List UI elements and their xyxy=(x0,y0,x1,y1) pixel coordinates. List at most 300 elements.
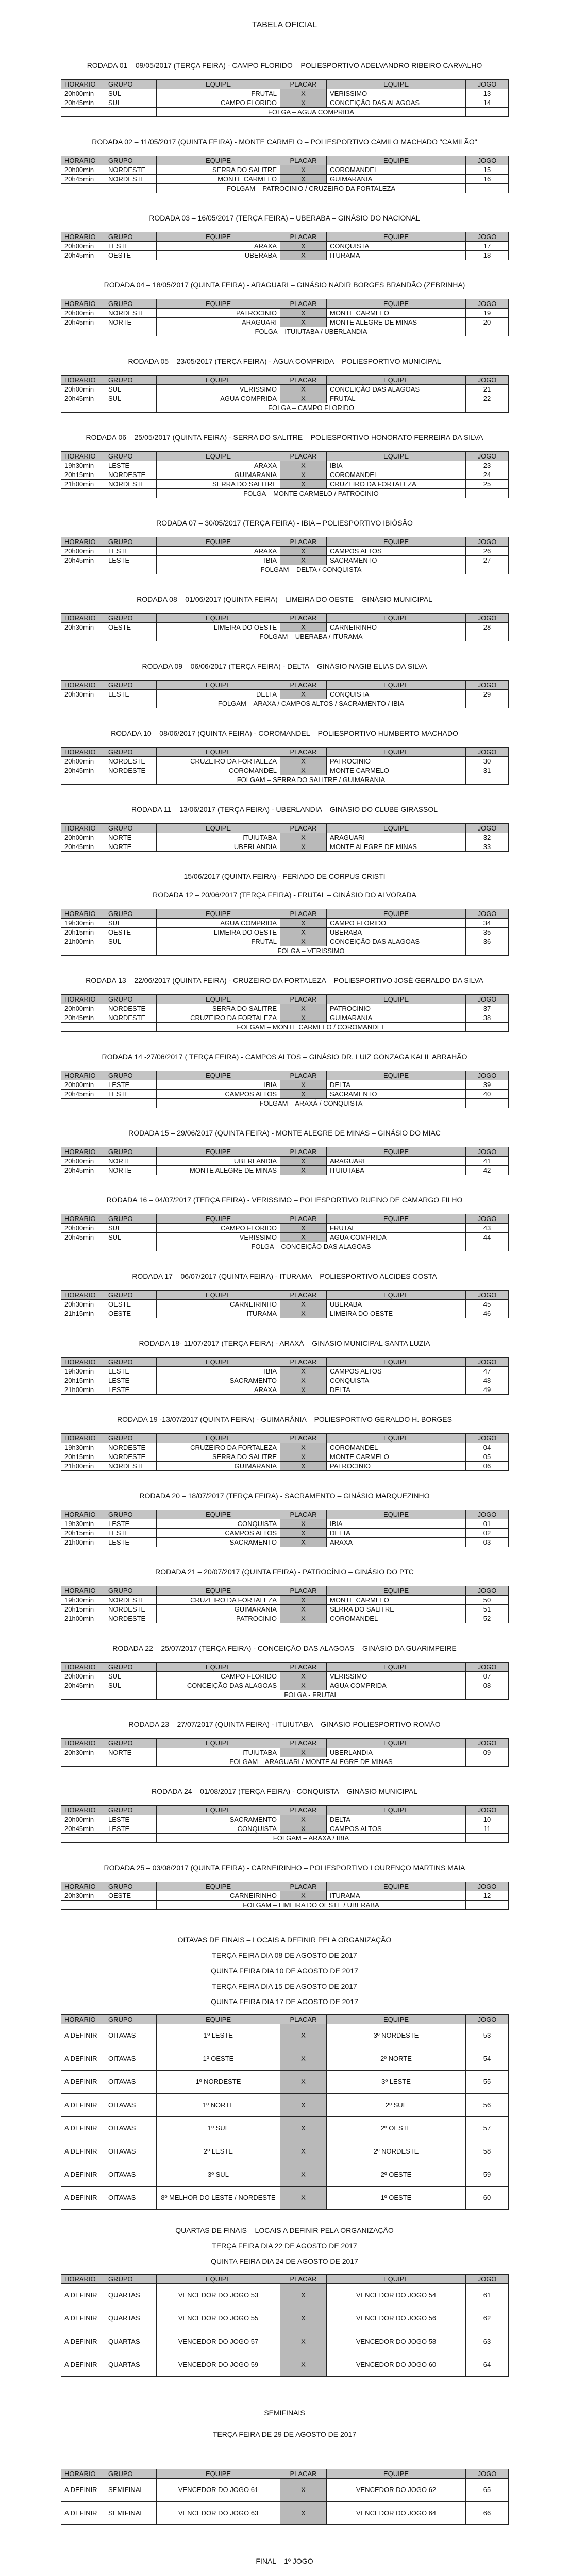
match-group: QUARTAS xyxy=(105,2353,157,2377)
match-group: SEMIFINAL xyxy=(105,2479,157,2502)
column-header: EQUIPE xyxy=(157,2015,280,2024)
folga-text: FOLGAM – MONTE CARMELO / COROMANDEL xyxy=(157,1023,466,1032)
home-team: CONCEIÇÃO DAS ALAGOAS xyxy=(157,1681,280,1690)
match-number: 60 xyxy=(466,2187,509,2210)
home-team: ARAXA xyxy=(157,461,280,470)
away-team: GUIMARANIA xyxy=(327,175,466,184)
column-header: GRUPO xyxy=(105,909,157,919)
match-time: 19h30min xyxy=(61,1443,105,1452)
match-number: 39 xyxy=(466,1080,509,1090)
home-team: VERISSIMO xyxy=(157,385,280,394)
home-team: CAMPO FLORIDO xyxy=(157,1224,280,1233)
match-number: 48 xyxy=(466,1376,509,1385)
score-cell: X xyxy=(280,1672,327,1681)
round-title: RODADA 11 – 13/06/2017 (TERÇA FEIRA) - UBERLANDIA – GINÁSIO DO CLUBE GIRASSOL xyxy=(131,805,438,814)
home-team: MONTE CARMELO xyxy=(157,175,280,184)
match-group: LESTE xyxy=(105,1519,157,1529)
match-number: 22 xyxy=(466,394,509,403)
round-title: RODADA 09 – 06/06/2017 (TERÇA FEIRA) - DELTA – GINÁSIO NAGIB ELIAS DA SILVA xyxy=(142,662,427,670)
away-team: SACRAMENTO xyxy=(327,1090,466,1099)
home-team: VERISSIMO xyxy=(157,1233,280,1242)
round-title: RODADA 16 – 04/07/2017 (TERÇA FEIRA) - VERISSIMO – POLIESPORTIVO RUFINO DE CAMARGO FILHO xyxy=(106,1196,463,1204)
match-number: 21 xyxy=(466,385,509,394)
table-row xyxy=(61,1605,509,1614)
blank-cell xyxy=(61,1099,157,1108)
away-team: VERISSIMO xyxy=(327,89,466,98)
table-header-row xyxy=(61,2275,509,2284)
match-group: SUL xyxy=(105,1681,157,1690)
match-number: 30 xyxy=(466,757,509,766)
match-number: 42 xyxy=(466,1166,509,1175)
column-header: GRUPO xyxy=(105,1739,157,1748)
home-team: ARAXA xyxy=(157,1385,280,1395)
column-header: EQUIPE xyxy=(327,537,466,547)
match-group: LESTE xyxy=(105,1385,157,1395)
folga-text: FOLGAM – ARAXA / CAMPOS ALTOS / SACRAMENTO / IBIA xyxy=(157,699,466,708)
match-time: A DEFINIR xyxy=(61,2071,105,2094)
column-header: JOGO xyxy=(466,1806,509,1815)
match-time: A DEFINIR xyxy=(61,2479,105,2502)
column-header: EQUIPE xyxy=(327,1510,466,1519)
match-time: 19h30min xyxy=(61,1596,105,1605)
table-row xyxy=(61,1614,509,1623)
column-header: GRUPO xyxy=(105,1358,157,1367)
away-team: 2º OESTE xyxy=(327,2163,466,2187)
match-group: SUL xyxy=(105,919,157,928)
column-header: HORARIO xyxy=(61,299,105,309)
folga-text: FOLGA – CAMPO FLORIDO xyxy=(157,403,466,413)
column-header: JOGO xyxy=(466,2469,509,2479)
table-row xyxy=(61,2353,509,2377)
table-row xyxy=(61,2024,509,2047)
blank-cell xyxy=(61,108,157,117)
match-number: 07 xyxy=(466,1672,509,1681)
folga-text: FOLGA – ITUIUTABA / UBERLANDIA xyxy=(157,327,466,336)
match-time: 20h00min xyxy=(61,547,105,556)
column-header: EQUIPE xyxy=(157,995,280,1004)
match-time: 20h45min xyxy=(61,556,105,565)
away-team: COROMANDEL xyxy=(327,470,466,480)
away-team: COROMANDEL xyxy=(327,165,466,175)
folga-row xyxy=(61,946,509,956)
column-header: JOGO xyxy=(466,1214,509,1224)
match-number: 58 xyxy=(466,2140,509,2163)
match-number: 27 xyxy=(466,556,509,565)
round-table xyxy=(61,1290,509,1318)
away-team: ITURAMA xyxy=(327,1891,466,1901)
away-team: AGUA COMPRIDA xyxy=(327,1681,466,1690)
document-title: TABELA OFICIAL xyxy=(252,21,317,29)
round-title: RODADA 14 -27/06/2017 ( TERÇA FEIRA) - CAMPOS ALTOS – GINÁSIO DR. LUIZ GONZAGA KALIL ABRAHÃO xyxy=(102,1053,467,1061)
match-number: 64 xyxy=(466,2353,509,2377)
blank-cell xyxy=(466,1242,509,1251)
table-row xyxy=(61,1519,509,1529)
score-cell: X xyxy=(280,394,327,403)
match-group: OESTE xyxy=(105,1891,157,1901)
away-team: VERISSIMO xyxy=(327,1672,466,1681)
home-team: CARNEIRINHO xyxy=(157,1891,280,1901)
column-header: PLACAR xyxy=(280,748,327,757)
match-time: 21h00min xyxy=(61,1385,105,1395)
score-cell: X xyxy=(280,1004,327,1013)
column-header: EQUIPE xyxy=(157,2275,280,2284)
column-header: JOGO xyxy=(466,1586,509,1596)
score-cell: X xyxy=(280,318,327,327)
table-header-row xyxy=(61,1358,509,1367)
away-team: MONTE ALEGRE DE MINAS xyxy=(327,318,466,327)
match-time: 20h00min xyxy=(61,309,105,318)
match-time: A DEFINIR xyxy=(61,2094,105,2117)
column-header: EQUIPE xyxy=(157,1882,280,1891)
match-number: 04 xyxy=(466,1443,509,1452)
home-team: GUIMARANIA xyxy=(157,1605,280,1614)
score-cell: X xyxy=(280,1462,327,1471)
table-header-row xyxy=(61,1214,509,1224)
blank-cell xyxy=(61,403,157,413)
round-title: RODADA 12 – 20/06/2017 (TERÇA FEIRA) - FRUTAL – GINÁSIO DO ALVORADA xyxy=(153,891,416,899)
score-cell: X xyxy=(280,2187,327,2210)
home-team: VENCEDOR DO JOGO 61 xyxy=(157,2479,280,2502)
home-team: 8º MELHOR DO LESTE / NORDESTE xyxy=(157,2187,280,2210)
score-cell: X xyxy=(280,757,327,766)
home-team: UBERLANDIA xyxy=(157,842,280,852)
match-number: 24 xyxy=(466,470,509,480)
match-group: OITAVAS xyxy=(105,2071,157,2094)
away-team: MONTE ALEGRE DE MINAS xyxy=(327,842,466,852)
folga-text: FOLGA – AGUA COMPRIDA xyxy=(157,108,466,117)
away-team: PATROCINIO xyxy=(327,1462,466,1471)
round-table xyxy=(61,1357,509,1395)
table-row xyxy=(61,470,509,480)
home-team: PATROCINIO xyxy=(157,309,280,318)
table-row xyxy=(61,1443,509,1452)
column-header: EQUIPE xyxy=(327,1434,466,1443)
column-header: PLACAR xyxy=(280,1434,327,1443)
table-row xyxy=(61,318,509,327)
score-cell: X xyxy=(280,480,327,489)
column-header: GRUPO xyxy=(105,2015,157,2024)
round-title: RODADA 01 – 09/05/2017 (TERÇA FEIRA) - CAMPO FLORIDO – POLIESPORTIVO ADELVANDRO RIBEIRO CARVALHO xyxy=(87,61,482,70)
blank-cell xyxy=(61,1242,157,1251)
score-cell: X xyxy=(280,1376,327,1385)
match-number: 19 xyxy=(466,309,509,318)
column-header: PLACAR xyxy=(280,232,327,242)
blank-cell xyxy=(61,1023,157,1032)
table-header-row xyxy=(61,156,509,165)
folga-row xyxy=(61,108,509,117)
round-title: RODADA 15 – 29/06/2017 (QUINTA FEIRA) - MONTE ALEGRE DE MINAS – GINÁSIO DO MIAC xyxy=(128,1129,441,1137)
column-header: EQUIPE xyxy=(327,748,466,757)
score-cell: X xyxy=(280,1013,327,1023)
match-time: 20h30min xyxy=(61,623,105,632)
score-cell: X xyxy=(280,1166,327,1175)
round-table xyxy=(61,613,509,641)
away-team: CAMPOS ALTOS xyxy=(327,1824,466,1834)
score-cell: X xyxy=(280,2284,327,2307)
away-team: CONCEIÇÃO DAS ALAGOAS xyxy=(327,937,466,946)
blank-cell xyxy=(61,1834,157,1843)
round-title: RODADA 23 – 27/07/2017 (QUINTA FEIRA) - ITUIUTABA – GINÁSIO POLIESPORTIVO ROMÃO xyxy=(128,1720,441,1728)
table-header-row xyxy=(61,452,509,461)
column-header: JOGO xyxy=(466,1882,509,1891)
score-cell: X xyxy=(280,1300,327,1309)
away-team: CONQUISTA xyxy=(327,1376,466,1385)
column-header: PLACAR xyxy=(280,1739,327,1748)
match-time: 20h45min xyxy=(61,98,105,108)
table-row xyxy=(61,623,509,632)
round-title: RODADA 04 – 18/05/2017 (QUINTA FEIRA) - ARAGUARI – GINÁSIO NADIR BORGES BRANDÃO (ZEBRINHA) xyxy=(104,281,465,289)
score-cell: X xyxy=(280,1815,327,1824)
column-header: PLACAR xyxy=(280,452,327,461)
folga-row xyxy=(61,1242,509,1251)
home-team: AGUA COMPRIDA xyxy=(157,919,280,928)
home-team: VENCEDOR DO JOGO 55 xyxy=(157,2307,280,2330)
round-title: RODADA 08 – 01/06/2017 (QUINTA FEIRA) – LIMEIRA DO OESTE – GINÁSIO MUNICIPAL xyxy=(137,595,432,603)
match-number: 43 xyxy=(466,1224,509,1233)
column-header: GRUPO xyxy=(105,452,157,461)
round-title: RODADA 25 – 03/08/2017 (QUINTA FEIRA) - CARNEIRINHO – POLIESPORTIVO LOURENÇO MARTINS MAIA xyxy=(104,1863,465,1872)
match-time: 20h45min xyxy=(61,394,105,403)
match-group: LESTE xyxy=(105,556,157,565)
match-group: NORDESTE xyxy=(105,1004,157,1013)
column-header: EQUIPE xyxy=(327,2275,466,2284)
blank-cell xyxy=(466,1023,509,1032)
match-group: NORDESTE xyxy=(105,480,157,489)
away-team: FRUTAL xyxy=(327,1224,466,1233)
column-header: EQUIPE xyxy=(157,681,280,690)
match-time: A DEFINIR xyxy=(61,2047,105,2071)
table-header-row xyxy=(61,1434,509,1443)
match-time: 20h45min xyxy=(61,318,105,327)
home-team: GUIMARANIA xyxy=(157,1462,280,1471)
match-number: 51 xyxy=(466,1605,509,1614)
away-team: DELTA xyxy=(327,1815,466,1824)
table-row xyxy=(61,1300,509,1309)
match-time: 20h45min xyxy=(61,1013,105,1023)
score-cell: X xyxy=(280,556,327,565)
match-number: 41 xyxy=(466,1157,509,1166)
table-row xyxy=(61,1529,509,1538)
column-header: GRUPO xyxy=(105,1147,157,1157)
column-header: EQUIPE xyxy=(327,1586,466,1596)
table-row xyxy=(61,2284,509,2307)
score-cell: X xyxy=(280,1233,327,1242)
score-cell: X xyxy=(280,1367,327,1376)
column-header: PLACAR xyxy=(280,80,327,89)
home-team: CAMPO FLORIDO xyxy=(157,1672,280,1681)
table-row xyxy=(61,2117,509,2140)
column-header: EQUIPE xyxy=(157,824,280,833)
away-team: CAMPO FLORIDO xyxy=(327,919,466,928)
blank-cell xyxy=(466,1690,509,1700)
table-row xyxy=(61,1224,509,1233)
match-group: NORDESTE xyxy=(105,1452,157,1462)
away-team: VENCEDOR DO JOGO 54 xyxy=(327,2284,466,2307)
column-header: EQUIPE xyxy=(327,1147,466,1157)
table-row xyxy=(61,1891,509,1901)
match-group: SUL xyxy=(105,1224,157,1233)
round-table xyxy=(61,1510,509,1547)
away-team: CAMPOS ALTOS xyxy=(327,1367,466,1376)
column-header: HORARIO xyxy=(61,1434,105,1443)
away-team: MONTE CARMELO xyxy=(327,1452,466,1462)
table-row xyxy=(61,394,509,403)
column-header: GRUPO xyxy=(105,299,157,309)
folga-row xyxy=(61,1834,509,1843)
blank-cell xyxy=(466,699,509,708)
column-header: PLACAR xyxy=(280,2275,327,2284)
table-header-row xyxy=(61,1510,509,1519)
home-team: COROMANDEL xyxy=(157,766,280,775)
match-group: NORTE xyxy=(105,833,157,842)
match-time: 20h15min xyxy=(61,1452,105,1462)
blank-cell xyxy=(466,403,509,413)
table-row xyxy=(61,1157,509,1166)
table-row xyxy=(61,2163,509,2187)
away-team: 2º SUL xyxy=(327,2094,466,2117)
score-cell: X xyxy=(280,928,327,937)
table-row xyxy=(61,2502,509,2525)
home-team: CAMPOS ALTOS xyxy=(157,1529,280,1538)
score-cell: X xyxy=(280,89,327,98)
match-group: OITAVAS xyxy=(105,2117,157,2140)
column-header: JOGO xyxy=(466,748,509,757)
blank-cell xyxy=(466,489,509,498)
folga-row xyxy=(61,403,509,413)
column-header: HORARIO xyxy=(61,1358,105,1367)
table-row xyxy=(61,766,509,775)
match-group: OESTE xyxy=(105,928,157,937)
score-cell: X xyxy=(280,309,327,318)
match-number: 56 xyxy=(466,2094,509,2117)
home-team: CARNEIRINHO xyxy=(157,1300,280,1309)
column-header: EQUIPE xyxy=(157,376,280,385)
home-team: 1º SUL xyxy=(157,2117,280,2140)
score-cell: X xyxy=(280,2502,327,2525)
match-group: NORDESTE xyxy=(105,757,157,766)
column-header: JOGO xyxy=(466,2015,509,2024)
match-number: 06 xyxy=(466,1462,509,1471)
match-time: 20h45min xyxy=(61,1681,105,1690)
column-header: PLACAR xyxy=(280,1510,327,1519)
column-header: PLACAR xyxy=(280,1147,327,1157)
column-header: GRUPO xyxy=(105,1510,157,1519)
column-header: PLACAR xyxy=(280,2469,327,2479)
semifinal-line: TERÇA FEIRA DE 29 DE AGOSTO DE 2017 xyxy=(212,2430,357,2438)
round-title: RODADA 20 – 18/07/2017 (TERÇA FEIRA) - SACRAMENTO – GINÁSIO MARQUEZINHO xyxy=(139,1492,430,1500)
table-header-row xyxy=(61,1739,509,1748)
table-header-row xyxy=(61,376,509,385)
column-header: HORARIO xyxy=(61,1739,105,1748)
column-header: HORARIO xyxy=(61,1510,105,1519)
table-header-row xyxy=(61,1882,509,1891)
match-group: QUARTAS xyxy=(105,2284,157,2307)
column-header: GRUPO xyxy=(105,681,157,690)
folga-row xyxy=(61,489,509,498)
match-time: 21h00min xyxy=(61,937,105,946)
match-group: LESTE xyxy=(105,1376,157,1385)
column-header: EQUIPE xyxy=(157,748,280,757)
match-number: 46 xyxy=(466,1309,509,1318)
score-cell: X xyxy=(280,2117,327,2140)
column-header: JOGO xyxy=(466,1663,509,1672)
match-number: 25 xyxy=(466,480,509,489)
column-header: JOGO xyxy=(466,452,509,461)
folga-row xyxy=(61,1690,509,1700)
score-cell: X xyxy=(280,2047,327,2071)
match-number: 29 xyxy=(466,690,509,699)
table-row xyxy=(61,1452,509,1462)
column-header: JOGO xyxy=(466,156,509,165)
table-row xyxy=(61,1681,509,1690)
table-row xyxy=(61,1815,509,1824)
score-cell: X xyxy=(280,2140,327,2163)
folga-row xyxy=(61,1023,509,1032)
table-header-row xyxy=(61,681,509,690)
match-time: 20h00min xyxy=(61,757,105,766)
match-number: 33 xyxy=(466,842,509,852)
table-row xyxy=(61,547,509,556)
score-cell: X xyxy=(280,242,327,251)
match-group: SUL xyxy=(105,1672,157,1681)
match-time: 20h00min xyxy=(61,385,105,394)
home-team: SACRAMENTO xyxy=(157,1538,280,1547)
column-header: JOGO xyxy=(466,537,509,547)
column-header: GRUPO xyxy=(105,1882,157,1891)
match-time: 21h00min xyxy=(61,1614,105,1623)
match-number: 52 xyxy=(466,1614,509,1623)
match-number: 18 xyxy=(466,251,509,260)
match-number: 55 xyxy=(466,2071,509,2094)
column-header: HORARIO xyxy=(61,376,105,385)
away-team: DELTA xyxy=(327,1385,466,1395)
table-row xyxy=(61,937,509,946)
folga-text: FOLGAM – LIMEIRA DO OESTE / UBERABA xyxy=(157,1901,466,1910)
column-header: JOGO xyxy=(466,1071,509,1080)
away-team: CRUZEIRO DA FORTALEZA xyxy=(327,480,466,489)
match-number: 17 xyxy=(466,242,509,251)
column-header: JOGO xyxy=(466,299,509,309)
column-header: PLACAR xyxy=(280,1358,327,1367)
score-cell: X xyxy=(280,937,327,946)
match-number: 53 xyxy=(466,2024,509,2047)
table-row xyxy=(61,1596,509,1605)
home-team: ITUIUTABA xyxy=(157,833,280,842)
away-team: COROMANDEL xyxy=(327,1614,466,1623)
folga-row xyxy=(61,1901,509,1910)
column-header: PLACAR xyxy=(280,1663,327,1672)
away-team: 1º OESTE xyxy=(327,2187,466,2210)
away-team: 2º OESTE xyxy=(327,2117,466,2140)
column-header: GRUPO xyxy=(105,2469,157,2479)
match-group: LESTE xyxy=(105,1538,157,1547)
column-header: EQUIPE xyxy=(327,1882,466,1891)
column-header: GRUPO xyxy=(105,1291,157,1300)
score-cell: X xyxy=(280,385,327,394)
match-number: 03 xyxy=(466,1538,509,1547)
match-group: LESTE xyxy=(105,461,157,470)
table-row xyxy=(61,480,509,489)
away-team: MONTE CARMELO xyxy=(327,766,466,775)
table-row xyxy=(61,2140,509,2163)
match-number: 09 xyxy=(466,1748,509,1757)
match-time: 20h45min xyxy=(61,1824,105,1834)
column-header: HORARIO xyxy=(61,824,105,833)
column-header: GRUPO xyxy=(105,614,157,623)
semifinal-table xyxy=(61,2469,509,2525)
score-cell: X xyxy=(280,470,327,480)
match-group: NORDESTE xyxy=(105,1596,157,1605)
